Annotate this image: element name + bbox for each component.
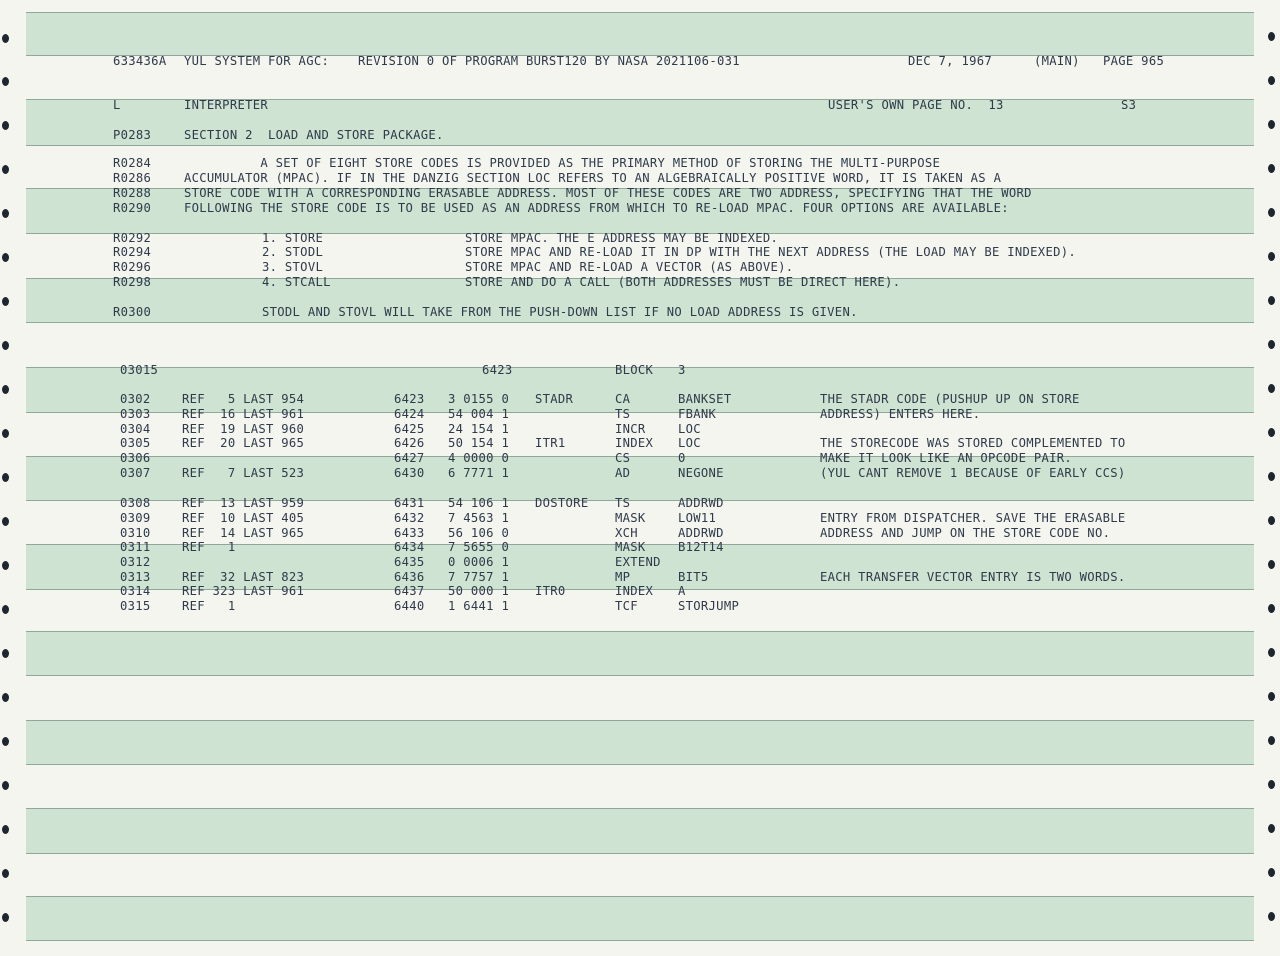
remark-text: FOLLOWING THE STORE CODE IS TO BE USED AS AN ADDRESS FROM WHICH TO RE-LOAD MPAC. FOUR OPTIONS ARE AVAILABLE: [184,201,1009,215]
option-name: 3. STOVL [262,260,324,274]
remark-code: R0284 [113,156,152,170]
address: 6430 [394,466,425,480]
remark-text: ACCUMULATOR (MPAC). IF IN THE DANZIG SECTION LOC REFERS TO AN ALGEBRAICALLY POSITIVE WORD, IT IS TAKEN AS A [184,171,1002,185]
comment: (YUL CANT REMOVE 1 BECAUSE OF EARLY CCS) [820,466,1126,480]
operand: BANKSET [678,392,732,406]
option-line [0,260,1280,275]
label: STADR [535,392,574,406]
line-number: 0311 [120,540,151,554]
opcode: CS [615,451,631,465]
line-number: 0312 [120,555,151,569]
option-code: R0296 [113,260,152,274]
remark-code: R0288 [113,186,152,200]
line-number: 0307 [120,466,151,480]
reference: REF 323 LAST 961 [182,584,305,598]
operand: ADDRWD [678,496,724,510]
users-own-page: USER'S OWN PAGE NO. 13 [828,98,1004,112]
listing-row [0,407,1280,422]
opcode: TS [615,407,631,421]
remark-code: R0286 [113,171,152,185]
option-code: R0292 [113,231,152,245]
listing-row [0,451,1280,466]
octal-code: 7 7757 1 [448,570,510,584]
opcode: CA [615,392,631,406]
listing-row [0,584,1280,599]
block-header [0,363,1280,378]
opcode: TCF [615,599,638,613]
octal-code: 7 5655 0 [448,540,510,554]
octal-code: 4 0000 0 [448,451,510,465]
option-name: 2. STODL [262,245,324,259]
line-number: 0304 [120,422,151,436]
opcode: XCH [615,526,638,540]
header-system: YUL SYSTEM FOR AGC: [184,54,330,68]
page-header [0,54,1280,69]
operand: STORJUMP [678,599,740,613]
note-code: R0300 [113,305,152,319]
listing-row [0,540,1280,555]
reference: REF 1 [182,540,236,554]
sub-header-code: L [113,98,121,112]
option-description: STORE MPAC AND RE-LOAD IT IN DP WITH THE NEXT ADDRESS (THE LOAD MAY BE INDEXED). [465,245,1076,259]
opcode: MP [615,570,631,584]
address: 6437 [394,584,425,598]
header-run: (MAIN) [1034,54,1080,68]
operand: LOC [678,422,701,436]
listing-row [0,422,1280,437]
remark-line [0,186,1280,201]
octal-code: 0 0006 1 [448,555,510,569]
opcode: INDEX [615,436,654,450]
header-date: DEC 7, 1967 [908,54,993,68]
sub-header [0,98,1280,113]
reference: REF 5 LAST 954 [182,392,305,406]
address: 6424 [394,407,425,421]
comment: EACH TRANSFER VECTOR ENTRY IS TWO WORDS. [820,570,1126,584]
section-code: P0283 [113,128,152,142]
reference: REF 7 LAST 523 [182,466,305,480]
block-number: 3 [678,363,686,377]
opcode: MASK [615,511,646,525]
octal-code: 24 154 1 [448,422,510,436]
line-number: 0303 [120,407,151,421]
block-line: 03015 [120,363,159,377]
octal-code: 50 000 1 [448,584,510,598]
address: 6440 [394,599,425,613]
remark-code: R0290 [113,201,152,215]
option-description: STORE MPAC AND RE-LOAD A VECTOR (AS ABOVE). [465,260,794,274]
remark-line [0,171,1280,186]
listing-row [0,496,1280,511]
line-number: 0314 [120,584,151,598]
operand: FBANK [678,407,717,421]
operand: A [678,584,686,598]
operand: LOW11 [678,511,717,525]
remark-text: STORE CODE WITH A CORRESPONDING ERASABLE ADDRESS. MOST OF THESE CODES ARE TWO ADDRESS, SPECIFYING THAT THE WORD [184,186,1032,200]
option-code: R0294 [113,245,152,259]
listing-row [0,466,1280,481]
address: 6435 [394,555,425,569]
header-page: PAGE 965 [1103,54,1165,68]
operand: 0 [678,451,686,465]
address: 6434 [394,540,425,554]
option-name: 4. STCALL [262,275,331,289]
opcode: TS [615,496,631,510]
label: ITR0 [535,584,566,598]
listing-row [0,599,1280,614]
reference: REF 16 LAST 961 [182,407,305,421]
sub-header-title: INTERPRETER [184,98,269,112]
remark-line [0,201,1280,216]
listing-row [0,570,1280,585]
opcode: MASK [615,540,646,554]
comment: ADDRESS) ENTERS HERE. [820,407,981,421]
option-description: STORE AND DO A CALL (BOTH ADDRESSES MUST BE DIRECT HERE). [465,275,901,289]
reference: REF 32 LAST 823 [182,570,305,584]
line-number: 0309 [120,511,151,525]
line-number: 0308 [120,496,151,510]
address: 6433 [394,526,425,540]
address: 6425 [394,422,425,436]
octal-code: 3 0155 0 [448,392,510,406]
operand: BIT5 [678,570,709,584]
listing-row [0,511,1280,526]
remark-line [0,156,1280,171]
reference: REF 10 LAST 405 [182,511,305,525]
octal-code: 54 106 1 [448,496,510,510]
comment: THE STORECODE WAS STORED COMPLEMENTED TO [820,436,1126,450]
header-revision: REVISION 0 OF PROGRAM BURST120 BY NASA 2021106-031 [358,54,740,68]
line-number: 0302 [120,392,151,406]
opcode: EXTEND [615,555,661,569]
line-number: 0315 [120,599,151,613]
address: 6423 [394,392,425,406]
reference: REF 20 LAST 965 [182,436,305,450]
address: 6432 [394,511,425,525]
option-code: R0298 [113,275,152,289]
option-name: 1. STORE [262,231,324,245]
octal-code: 56 106 0 [448,526,510,540]
reference: REF 14 LAST 965 [182,526,305,540]
opcode: AD [615,466,631,480]
label: ITR1 [535,436,566,450]
address: 6436 [394,570,425,584]
octal-code: 1 6441 1 [448,599,510,613]
operand: LOC [678,436,701,450]
listing-row [0,526,1280,541]
listing-row [0,555,1280,570]
block-address: 6423 [482,363,513,377]
listing-row [0,392,1280,407]
header-id: 633436A [113,54,167,68]
reference: REF 1 [182,599,236,613]
address: 6427 [394,451,425,465]
option-line [0,245,1280,260]
octal-code: 6 7771 1 [448,466,510,480]
block-op: BLOCK [615,363,654,377]
pushdown-note [0,305,1280,320]
operand: ADDRWD [678,526,724,540]
line-number: 0310 [120,526,151,540]
operand: NEGONE [678,466,724,480]
label: DOSTORE [535,496,589,510]
address: 6426 [394,436,425,450]
option-line [0,231,1280,246]
octal-code: 7 4563 1 [448,511,510,525]
sub-header-right-code: S3 [1121,98,1137,112]
remark-text: A SET OF EIGHT STORE CODES IS PROVIDED AS THE PRIMARY METHOD OF STORING THE MULTI-PURPOSE [184,156,941,170]
comment: ENTRY FROM DISPATCHER. SAVE THE ERASABLE [820,511,1126,525]
line-number: 0306 [120,451,151,465]
operand: B12T14 [678,540,724,554]
octal-code: 54 004 1 [448,407,510,421]
address: 6431 [394,496,425,510]
listing-row [0,436,1280,451]
section-heading [0,128,1280,143]
comment: MAKE IT LOOK LIKE AN OPCODE PAIR. [820,451,1073,465]
comment: THE STADR CODE (PUSHUP UP ON STORE [820,392,1080,406]
opcode: INDEX [615,584,654,598]
comment: ADDRESS AND JUMP ON THE STORE CODE NO. [820,526,1111,540]
octal-code: 50 154 1 [448,436,510,450]
line-number: 0313 [120,570,151,584]
line-number: 0305 [120,436,151,450]
reference: REF 13 LAST 959 [182,496,305,510]
section-text: SECTION 2 LOAD AND STORE PACKAGE. [184,128,444,142]
reference: REF 19 LAST 960 [182,422,305,436]
note-text: STODL AND STOVL WILL TAKE FROM THE PUSH-DOWN LIST IF NO LOAD ADDRESS IS GIVEN. [262,305,858,319]
opcode: INCR [615,422,646,436]
option-description: STORE MPAC. THE E ADDRESS MAY BE INDEXED. [465,231,779,245]
option-line [0,275,1280,290]
